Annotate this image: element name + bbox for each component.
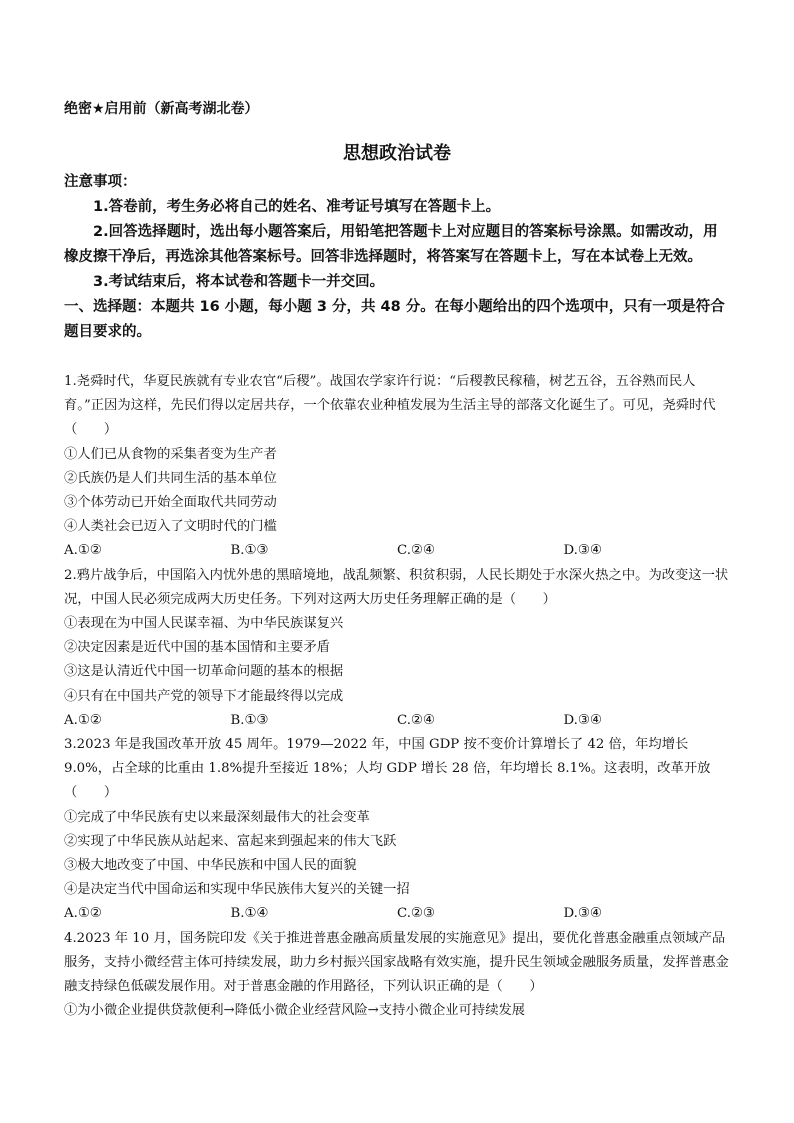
question-stem: 1.尧舜时代，华夏民族就有专业农官“后稷”。战国农学家许行说：“后稷教民稼穑，树艺五谷，五谷熟而民人育。”正因为这样，先民们得以定居共存，一个依靠农业种植发展为生活主导的部落文化诞生了。可见，尧舜时代（ ） xyxy=(64,374,716,438)
choice-d: D.③④ xyxy=(563,543,602,559)
question-stem: 3.2023 年是我国改革开放 45 周年。1979—2022 年，中国 GDP 按不变价计算增长了 42 倍，年均增长 9.0%，占全球的比重由 1.8%提升至接近 18%；人均 GDP 增长 28 倍，年均增长 8.1%。这表明，改革开放（ ） xyxy=(64,737,711,801)
question-stem: 4.2023 年 10 月，国务院印发《关于推进普惠金融高质量发展的实施意见》提出，要优化普惠金融重点领域产品服务，支持小微经营主体可持续发展，助力乡村振兴国家战略有效实施，提升民生领域金融服务质量，发挥普惠金融支持绿色低碳发展作用。对于普惠金融的作用路径，下列认识正确的是（ ） xyxy=(64,930,729,995)
statement-option: ①人们已从食物的采集者变为生产者 xyxy=(64,446,277,462)
statement-option: ①完成了中华民族有史以来最深刻最伟大的社会变革 xyxy=(64,809,370,825)
choice-a: A.①② xyxy=(64,906,102,922)
notice-item: 1.答卷前，考生务必将自己的姓名、准考证号填写在答题卡上。 xyxy=(93,199,501,215)
choice-b: B.①③ xyxy=(230,712,269,728)
choice-c: C.②④ xyxy=(397,712,435,728)
choice-c: C.②④ xyxy=(397,543,435,559)
statement-option: ④只有在中国共产党的领导下才能最终得以完成 xyxy=(64,688,344,704)
choice-b: B.①③ xyxy=(230,543,269,559)
question-list xyxy=(64,370,730,1023)
question-2 xyxy=(64,564,730,733)
page-title: 思想政治试卷 xyxy=(343,143,451,164)
question-4 xyxy=(64,927,730,1024)
statement-option: ①为小微企业提供贷款便利→降低小微企业经营风险→支持小微企业可持续发展 xyxy=(64,1003,526,1019)
question-1 xyxy=(64,370,730,564)
answer-choices xyxy=(64,709,730,733)
statement-option: ②实现了中华民族从站起来、富起来到强起来的伟大飞跃 xyxy=(64,833,397,849)
statement-option: ②氏族仍是人们共同生活的基本单位 xyxy=(64,470,277,486)
statement-option: ②决定因素是近代中国的基本国情和主要矛盾 xyxy=(64,640,330,656)
notice-item: 2.回答选择题时，选出每小题答案后，用铅笔把答题卡上对应题目的答案标号涂黑。如需改动，用橡皮擦干净后，再选涂其他答案标号。回答非选择题时，将答案写在答题卡上，写在本试卷上无效。 xyxy=(64,224,718,265)
confidential-label: 绝密★启用前（新高考湖北卷） xyxy=(64,101,259,117)
statement-option: ③这是认清近代中国一切革命问题的基本的根据 xyxy=(64,664,344,680)
statement-option: ④人类社会已迈入了文明时代的门槛 xyxy=(64,519,277,535)
choice-b: B.①④ xyxy=(230,906,269,922)
choice-c: C.②③ xyxy=(397,906,435,922)
notice-heading: 注意事项： xyxy=(64,174,137,190)
section-heading: 一、选择题：本题共 16 小题，每小题 3 分，共 48 分。在每小题给出的四个选项中，只有一项是符合题目要求的。 xyxy=(64,299,725,340)
statement-option: ③个体劳动已开始全面取代共同劳动 xyxy=(64,495,277,511)
statement-option: ③极大地改变了中国、中华民族和中国人民的面貌 xyxy=(64,858,357,874)
statement-option: ④是决定当代中国命运和实现中华民族伟大复兴的关键一招 xyxy=(64,882,410,898)
answer-choices xyxy=(64,902,730,926)
notice-section xyxy=(64,170,730,345)
statement-option: ①表现在为中国人民谋幸福、为中华民族谋复兴 xyxy=(64,616,344,632)
answer-choices xyxy=(64,539,730,563)
choice-d: D.③④ xyxy=(563,906,602,922)
question-stem: 2.鸦片战争后，中国陷入内忧外患的黑暗境地，战乱频繁、积贫积弱，人民长期处于水深火热之中。为改变这一状况，中国人民必须完成两大历史任务。下列对这两大历史任务理解正确的是（ ） xyxy=(64,567,729,607)
question-3 xyxy=(64,733,730,927)
choice-a: A.①② xyxy=(64,712,102,728)
choice-a: A.①② xyxy=(64,543,102,559)
notice-item: 3.考试结束后，将本试卷和答题卡一并交回。 xyxy=(93,274,385,290)
choice-d: D.③④ xyxy=(563,712,602,728)
